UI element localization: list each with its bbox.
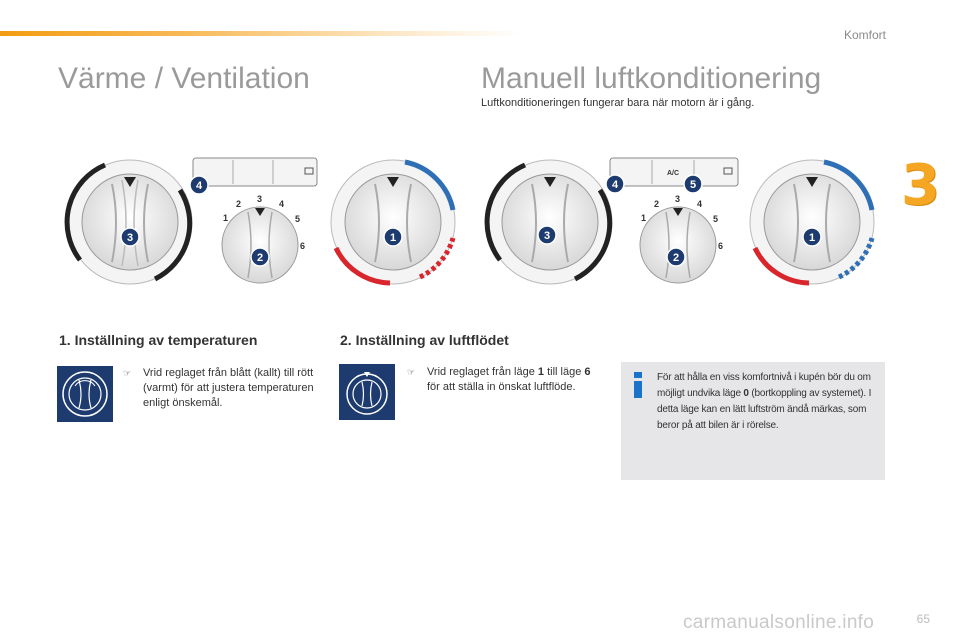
badge-4 <box>606 175 624 193</box>
info-text: För att hålla en viss komfortnivå i kupén bör du om möjligt undvika läge 0 (bortkoppling av systemet). I detta läge kan en lätt luftström ändå märkas, som beror på att bilen är i rörelse. <box>657 372 872 431</box>
section-temperature-heading: 1. Inställning av temperaturen <box>59 332 258 348</box>
button-panel <box>610 158 738 186</box>
temperature-knob <box>331 160 455 284</box>
svg-text:5: 5 <box>713 214 719 224</box>
watermark: carmanualsonline.info <box>683 612 875 633</box>
temperature-knob <box>750 160 874 284</box>
section-name: Komfort <box>843 28 886 42</box>
badge-2-label: 2 <box>256 252 264 264</box>
badge-2 <box>667 248 685 266</box>
svg-text:6: 6 <box>300 241 306 251</box>
svg-text:2: 2 <box>236 199 242 209</box>
heating-controls-diagram <box>60 150 460 290</box>
svg-text:3: 3 <box>675 194 681 204</box>
section-airflow-heading: 2. Inställning av luftflödet <box>340 332 509 348</box>
temperature-instruction-text: Vrid reglaget från blått (kallt) till rött (varmt) för att justera temperaturen enligt önskemål. <box>143 367 314 409</box>
airflow-instruction-text: Vrid reglaget från läge 1 till läge 6 för att ställa in önskat luftflöde. <box>427 366 591 393</box>
distribution-knob <box>67 160 192 284</box>
temperature-instruction <box>123 366 318 411</box>
button-panel <box>193 158 317 186</box>
fan-knob-thumbnail <box>339 364 395 420</box>
title-heating: Värme / Ventilation <box>58 62 310 95</box>
badge-3 <box>121 228 139 246</box>
svg-text:4: 4 <box>697 199 703 209</box>
info-box <box>621 362 885 480</box>
svg-text:5: 5 <box>689 179 697 191</box>
title-manual-ac: Manuell luftkonditionering <box>481 62 822 95</box>
svg-text:3: 3 <box>257 194 263 204</box>
fan-speed-knob <box>640 194 723 283</box>
badge-5 <box>684 175 702 193</box>
svg-text:5: 5 <box>295 214 301 224</box>
airflow-instruction <box>407 365 592 395</box>
svg-text:1: 1 <box>808 232 816 244</box>
ac-controls-diagram <box>480 150 880 290</box>
svg-text:2: 2 <box>654 199 660 209</box>
svg-text:2: 2 <box>672 252 680 264</box>
badge-1-label: 1 <box>389 232 397 244</box>
info-icon <box>631 372 645 398</box>
svg-text:6: 6 <box>718 241 724 251</box>
chapter-number: 3 <box>901 153 940 218</box>
distribution-knob <box>487 160 612 284</box>
page-number: 65 <box>916 612 930 626</box>
badge-3 <box>538 226 556 244</box>
header-accent-bar <box>0 31 520 36</box>
badge-2 <box>251 248 269 266</box>
badge-1 <box>803 228 821 246</box>
ac-subtitle: Luftkonditioneringen fungerar bara när motorn är i gång. <box>481 97 755 109</box>
svg-text:4: 4 <box>279 199 285 209</box>
svg-text:1: 1 <box>223 213 229 223</box>
badge-4-label: 4 <box>195 180 203 192</box>
badge-4 <box>190 176 208 194</box>
badge-1 <box>384 228 402 246</box>
temperature-knob-thumbnail <box>57 366 113 422</box>
bullet-marker-icon: ☞ <box>407 367 416 377</box>
svg-text:3: 3 <box>543 230 551 242</box>
svg-text:1: 1 <box>641 213 647 223</box>
fan-speed-knob <box>222 194 305 283</box>
badge-3-label: 3 <box>126 232 134 244</box>
svg-text:4: 4 <box>611 179 619 191</box>
bullet-marker-icon: ☞ <box>123 368 132 378</box>
ac-button-label: A/C <box>666 170 680 177</box>
